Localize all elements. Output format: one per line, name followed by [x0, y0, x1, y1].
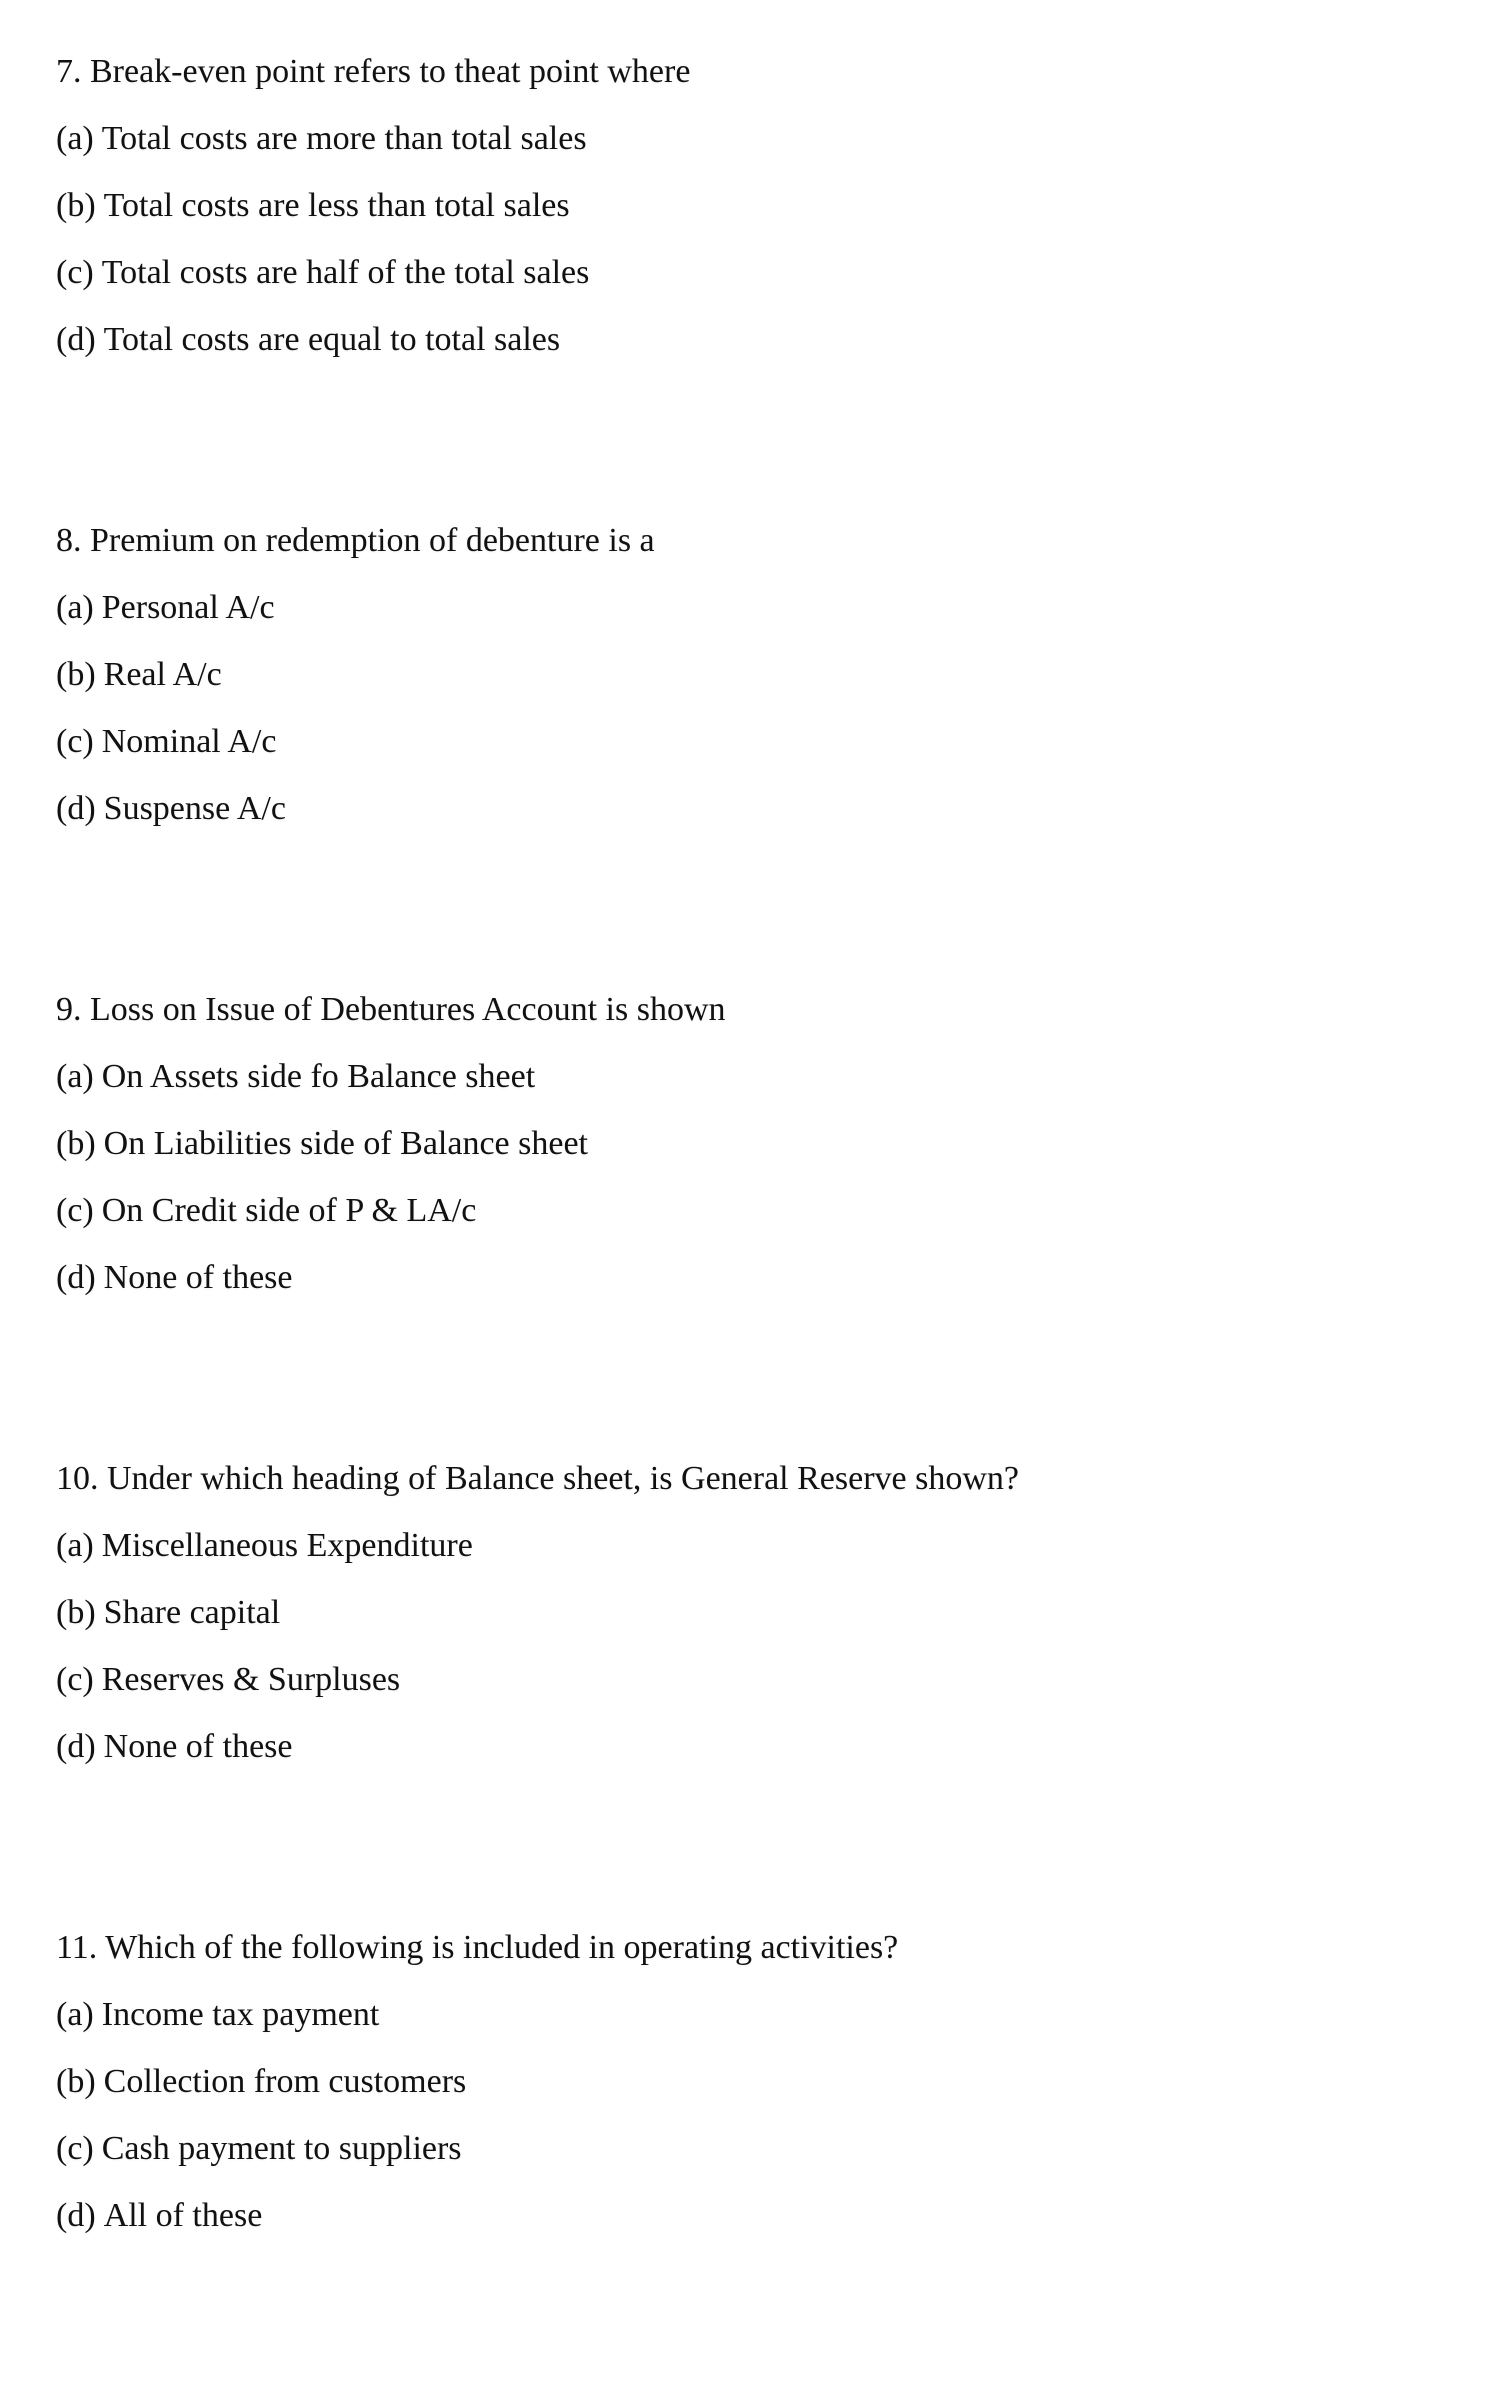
question-number: 7. — [56, 53, 82, 90]
option-c — [56, 2115, 1505, 2182]
option-label: (a) — [56, 1996, 94, 2033]
option-b — [56, 641, 1505, 708]
option-d — [56, 306, 1505, 373]
option-label: (a) — [56, 1527, 94, 1564]
question-text: Under which heading of Balance sheet, is General Reserve shown? — [107, 1460, 1020, 1497]
option-text: Total costs are half of the total sales — [101, 254, 590, 291]
option-a — [56, 1981, 1505, 2048]
option-text: Total costs are more than total sales — [101, 120, 587, 157]
option-text: Personal A/c — [101, 589, 275, 626]
option-d — [56, 2182, 1505, 2249]
option-text: Income tax payment — [101, 1996, 380, 2033]
question-text: Loss on Issue of Debentures Account is shown — [90, 991, 726, 1028]
option-text: On Credit side of P & LA/c — [101, 1192, 477, 1229]
option-label: (a) — [56, 120, 94, 157]
option-text: Total costs are equal to total sales — [103, 321, 561, 358]
option-label: (d) — [56, 2197, 96, 2234]
option-text: Cash payment to suppliers — [101, 2130, 462, 2167]
question-8 — [56, 507, 1505, 842]
option-label: (b) — [56, 187, 96, 224]
option-text: Reserves & Surpluses — [101, 1661, 401, 1698]
question-number: 11. — [56, 1929, 98, 1966]
option-b — [56, 172, 1505, 239]
option-text: On Assets side fo Balance sheet — [101, 1058, 536, 1095]
option-label: (d) — [56, 1728, 96, 1765]
option-label: (a) — [56, 589, 94, 626]
option-a — [56, 105, 1505, 172]
question-number: 9. — [56, 991, 82, 1028]
question-9 — [56, 976, 1505, 1311]
option-a — [56, 1043, 1505, 1110]
option-a — [56, 574, 1505, 641]
option-text: None of these — [103, 1259, 293, 1296]
option-text: Collection from customers — [103, 2063, 467, 2100]
question-11 — [56, 1914, 1505, 2249]
option-d — [56, 1713, 1505, 1780]
option-label: (c) — [56, 723, 94, 760]
question-10 — [56, 1445, 1505, 1780]
option-label: (a) — [56, 1058, 94, 1095]
option-text: Real A/c — [103, 656, 222, 693]
option-text: Total costs are less than total sales — [103, 187, 570, 224]
option-text: Miscellaneous Expenditure — [101, 1527, 473, 1564]
option-label: (c) — [56, 2130, 94, 2167]
option-c — [56, 1177, 1505, 1244]
option-label: (d) — [56, 1259, 96, 1296]
option-label: (d) — [56, 790, 96, 827]
option-label: (b) — [56, 2063, 96, 2100]
option-label: (c) — [56, 254, 94, 291]
option-label: (b) — [56, 656, 96, 693]
question-stem — [56, 1914, 1505, 1981]
option-text: None of these — [103, 1728, 293, 1765]
option-text: Share capital — [103, 1594, 281, 1631]
option-c — [56, 708, 1505, 775]
option-b — [56, 2048, 1505, 2115]
question-text: Break-even point refers to theat point where — [90, 53, 691, 90]
option-d — [56, 775, 1505, 842]
option-text: On Liabilities side of Balance sheet — [103, 1125, 589, 1162]
question-text: Premium on redemption of debenture is a — [90, 522, 655, 559]
option-b — [56, 1110, 1505, 1177]
option-label: (b) — [56, 1125, 96, 1162]
question-number: 8. — [56, 522, 82, 559]
option-b — [56, 1579, 1505, 1646]
option-label: (c) — [56, 1192, 94, 1229]
question-stem — [56, 38, 1505, 105]
option-c — [56, 1646, 1505, 1713]
option-a — [56, 1512, 1505, 1579]
option-label: (c) — [56, 1661, 94, 1698]
question-stem — [56, 976, 1505, 1043]
option-text: Nominal A/c — [101, 723, 277, 760]
question-stem — [56, 1445, 1505, 1512]
option-text: All of these — [103, 2197, 263, 2234]
option-d — [56, 1244, 1505, 1311]
question-7 — [56, 38, 1505, 373]
document-page — [56, 38, 1505, 2383]
question-stem — [56, 507, 1505, 574]
option-text: Suspense A/c — [103, 790, 286, 827]
question-text: Which of the following is included in operating activities? — [105, 1929, 899, 1966]
question-number: 10. — [56, 1460, 99, 1497]
option-label: (b) — [56, 1594, 96, 1631]
option-label: (d) — [56, 321, 96, 358]
option-c — [56, 239, 1505, 306]
